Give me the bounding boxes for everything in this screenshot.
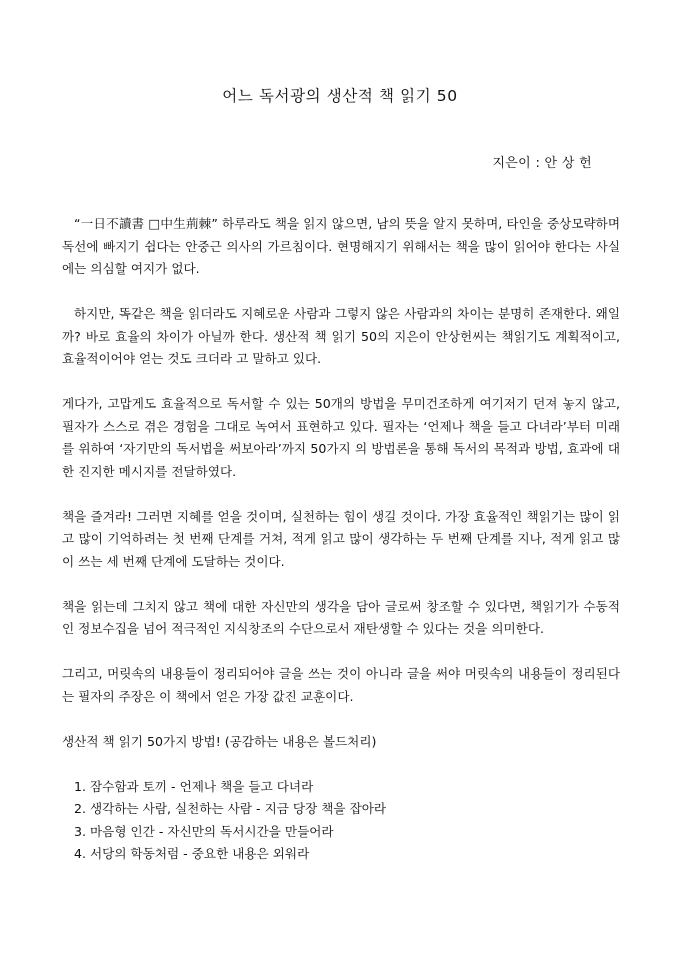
- list-item: 1. 잠수함과 토끼 - 언제나 책을 들고 다녀라: [74, 778, 314, 794]
- paragraph-1: “一日不讀書 □中生荊棘” 하루라도 책을 읽지 않으면, 남의 뜻을 알지 못하며, 타인을 중상모략하며 독선에 빠지기 쉽다는 안중근 의사의 가르침이다. 현명해지기 위해서는 책을 많이 읽어야 한다는 사실에는 의심할 여지가 없다.: [62, 216, 620, 276]
- methods-heading: 생산적 책 읽기 50가지 방법! (공감하는 내용은 볼드처리): [62, 733, 377, 749]
- author-line: 지은이 : 안 상 헌: [492, 156, 592, 171]
- document-body: [62, 213, 620, 866]
- paragraph-6: 그리고, 머릿속의 내용들이 정리되어야 글을 쓰는 것이 아니라 글을 써야 머릿속의 내용들이 정리된다는 필자의 주장은 이 책에서 얻은 가장 값진 교훈이다.: [62, 666, 620, 704]
- methods-list: [62, 776, 620, 866]
- list-item: 4. 서당의 학동처럼 - 중요한 내용은 외워라: [74, 846, 310, 861]
- paragraph-5: 책을 읽는데 그치지 않고 책에 대한 자신만의 생각을 담아 글로써 창조할 수 있다면, 책읽기가 수동적인 정보수집을 넘어 적극적인 지식창조의 수단으로서 재탄생할 수 있다는 것을 의미한다.: [62, 598, 620, 636]
- list-item: 3. 마음형 인간 - 자신만의 독서시간을 만들어라: [74, 823, 334, 839]
- list-item: 2. 생각하는 사람, 실천하는 사람 - 지금 당장 책을 잡아라: [74, 801, 387, 816]
- paragraph-3: 게다가, 고맙게도 효율적으로 독서할 수 있는 50개의 방법을 무미건조하게 여기저기 던져 놓지 않고, 필자가 스스로 겪은 경험을 그대로 녹여서 표현하고 있다. 필자는 ‘언제나 책을 들고 다녀라’부터 미래를 위하여 ‘자기만의 독서법을 써보아라’까지 50가지 의 방법론을 통해 독서의 목적과 방법, 효과에 대한 진지한 메시지를 전달하였다.: [62, 396, 620, 479]
- paragraph-4: 책을 즐겨라! 그러면 지혜를 얻을 것이며, 실천하는 힘이 생길 것이다. 가장 효율적인 책읽기는 많이 읽고 많이 기억하려는 첫 번째 단계를 거쳐, 적게 읽고 많이 생각하는 두 번째 단계를 지나, 적게 읽고 많이 쓰는 세 번째 단계에 도달하는 것이다.: [62, 508, 620, 569]
- paragraph-2: 하지만, 똑같은 책을 읽더라도 지혜로운 사람과 그렇지 않은 사람과의 차이는 분명히 존재한다. 왜일까? 바로 효율의 차이가 아닐까 한다. 생산적 책 읽기 50의 지은이 안상헌씨는 책읽기도 계획적이고, 효율적이어야 얻는 것도 크더라 고 말하고 있다.: [62, 306, 620, 366]
- document-title: 어느 독서광의 생산적 책 읽기 50: [222, 87, 458, 105]
